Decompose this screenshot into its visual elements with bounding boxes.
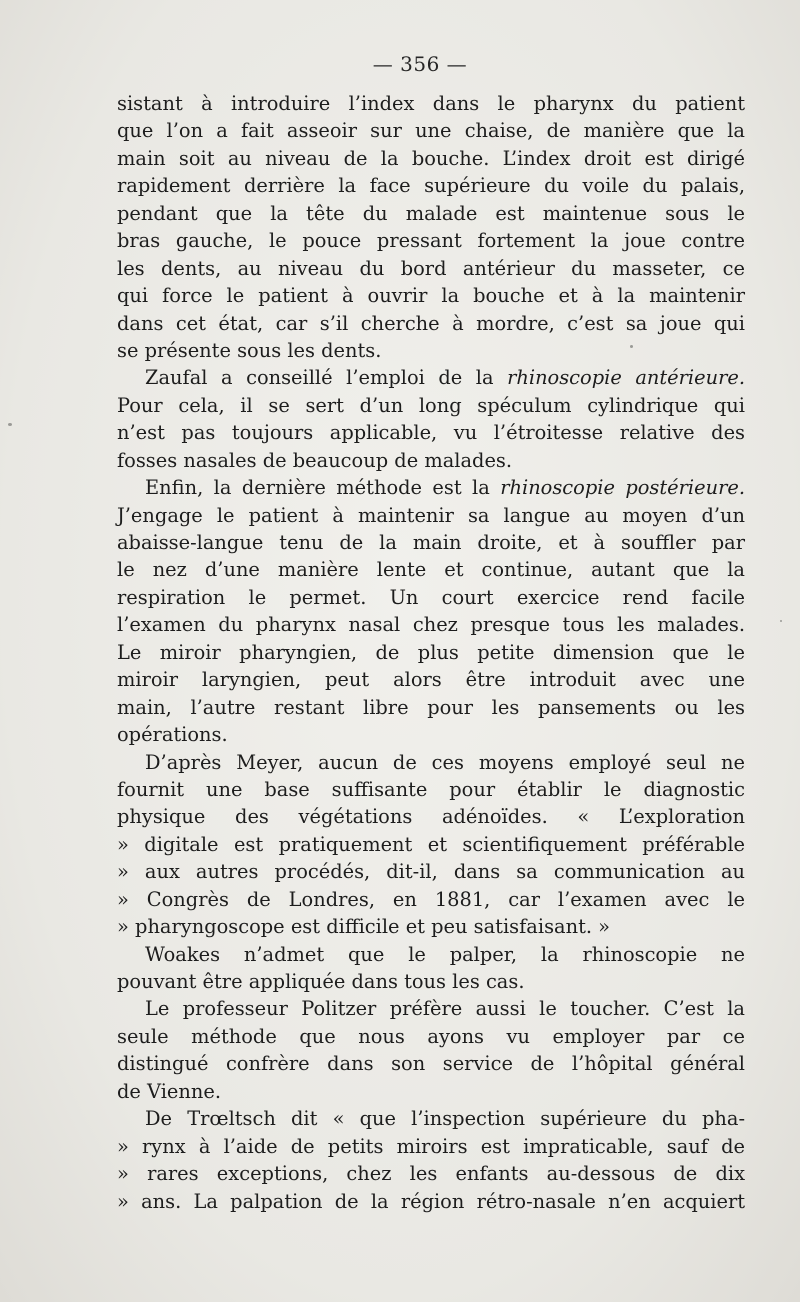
- text-line: [117, 364, 745, 391]
- text-line: distingué confrère dans son service de l’hôpital général: [117, 1052, 745, 1076]
- text-line: » ans. La palpation de la région rétro-nasale n’en acquiert: [117, 1189, 745, 1213]
- text-line: n’est pas toujours applicable, vu l’étroitesse relative des: [117, 421, 745, 445]
- paragraph: [117, 90, 745, 364]
- text-line: physique des végétations adénoïdes. « L’exploration: [117, 805, 745, 829]
- text-line: De Trœltsch dit « que l’inspection supérieure du pha-: [145, 1107, 745, 1131]
- text-line: [117, 474, 745, 501]
- text-line: seule méthode que nous ayons vu employer par ce: [117, 1024, 745, 1048]
- paper-speck: [780, 620, 782, 622]
- paragraph: [117, 1105, 745, 1215]
- text-segment: Enfin, la dernière méthode est la: [145, 476, 501, 500]
- text-line: de Vienne.: [117, 1079, 222, 1103]
- text-line: opérations.: [117, 723, 228, 747]
- paragraph: [117, 941, 745, 996]
- text-line: sistant à introduire l’index dans le pharynx du patient: [117, 92, 745, 115]
- paragraph: [117, 749, 745, 941]
- text-line: » digitale est pratiquement et scientifiquement préférable: [117, 832, 745, 856]
- body-text: [117, 90, 745, 1215]
- text-line: bras gauche, le pouce pressant fortement la joue contre: [117, 229, 745, 253]
- text-line: fosses nasales de beaucoup de malades.: [117, 448, 513, 472]
- text-line: J’engage le patient à maintenir sa langue au moyen d’un: [117, 503, 745, 527]
- text-line: rapidement derrière la face supérieure du voile du palais,: [117, 174, 745, 198]
- text-line: » pharyngoscope est difficile et peu satisfaisant. »: [117, 915, 611, 939]
- text-line: Woakes n’admet que le palper, la rhinoscopie ne: [145, 942, 745, 966]
- italic-term: rhinoscopie antérieure.: [507, 366, 745, 390]
- text-line: respiration le permet. Un court exercice rend facile: [117, 585, 745, 609]
- text-line: pendant que la tête du malade est maintenue sous le: [117, 201, 745, 225]
- text-segment: Zaufal a conseillé l’emploi de la: [145, 366, 508, 390]
- text-line: pouvant être appliquée dans tous les cas.: [117, 970, 525, 993]
- text-line: » Congrès de Londres, en 1881, car l’examen avec le: [117, 887, 745, 911]
- text-line: que l’on a fait asseoir sur une chaise, de manière que la: [117, 119, 745, 143]
- text-line: Pour cela, il se sert d’un long spéculum cylindrique qui: [117, 393, 745, 417]
- text-line: Le professeur Politzer préfère aussi le toucher. C’est la: [145, 997, 745, 1021]
- text-line: main soit au niveau de la bouche. L’index droit est dirigé: [117, 146, 745, 170]
- text-line: miroir laryngien, peut alors être introduit avec une: [117, 668, 745, 692]
- text-line: » rares exceptions, chez les enfants au-dessous de dix: [117, 1162, 745, 1186]
- text-line: les dents, au niveau du bord antérieur du masseter, ce: [117, 256, 745, 280]
- paragraph: [117, 995, 745, 1105]
- paper-speck: [8, 423, 12, 426]
- text-line: qui force le patient à ouvrir la bouche et à la maintenir: [117, 284, 745, 308]
- text-line: main, l’autre restant libre pour les pansements ou les: [117, 695, 745, 719]
- text-line: le nez d’une manière lente et continue, autant que la: [117, 558, 745, 582]
- text-line: dans cet état, car s’il cherche à mordre, c’est sa joue qui: [117, 311, 745, 335]
- text-line: Le miroir pharyngien, de plus petite dimension que le: [117, 640, 745, 664]
- paragraph: [117, 474, 745, 748]
- page-number: — 356 —: [372, 52, 468, 76]
- text-line: abaisse-langue tenu de la main droite, et à souffler par: [117, 531, 745, 554]
- paragraph: [117, 364, 745, 474]
- text-line: » rynx à l’aide de petits miroirs est impraticable, sauf de: [117, 1134, 745, 1158]
- text-line: l’examen du pharynx nasal chez presque tous les malades.: [117, 613, 745, 637]
- paper-speck: [630, 345, 633, 348]
- text-line: se présente sous les dents.: [117, 338, 382, 362]
- text-line: D’après Meyer, aucun de ces moyens employé seul ne: [145, 750, 745, 774]
- text-line: fournit une base suffisante pour établir le diagnostic: [117, 777, 745, 801]
- text-line: » aux autres procédés, dit-il, dans sa communication au: [117, 860, 745, 884]
- italic-term: rhinoscopie postérieure.: [500, 476, 745, 500]
